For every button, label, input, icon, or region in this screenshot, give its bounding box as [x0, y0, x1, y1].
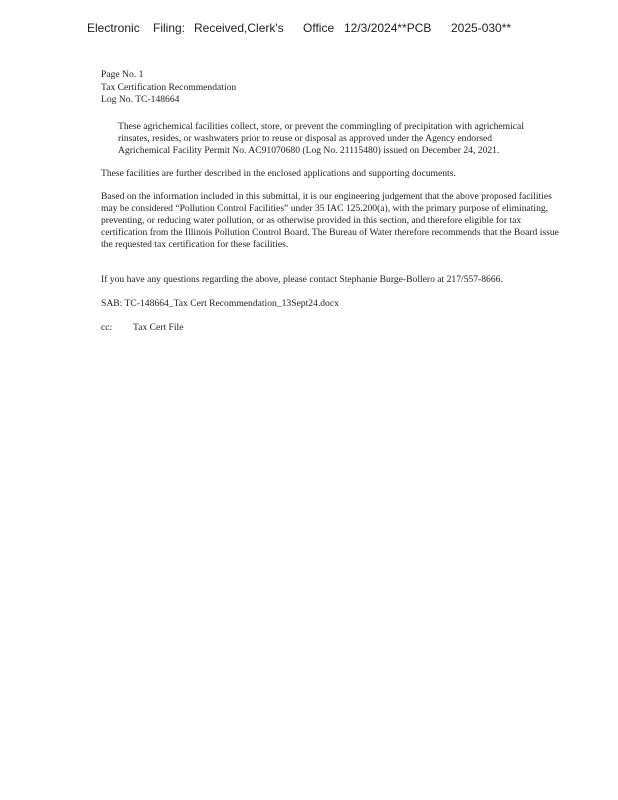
filing-stamp-word: Office — [303, 21, 335, 35]
cc-line — [101, 322, 561, 334]
page-number: Page No. 1 — [101, 69, 144, 80]
log-number: Log No. TC-148664 — [101, 94, 180, 105]
filing-stamp-word: Electronic — [87, 21, 140, 35]
contact-paragraph: If you have any questions regarding the above, please contact Stephanie Burge-Bollero at 217/557-8666. — [101, 273, 503, 285]
facilities-description-paragraph: These agrichemical facilities collect, store, or prevent the commingling of precipitation with agrichemical rinsates, resides, or washwaters prior to reuse or disposal as approved under the Agency endorsed Agrichemical Facility Permit No. AC91070680 (Log No. 21115480) issued on December 24, 2021. — [118, 120, 524, 156]
cc-recipient: Tax Cert File — [133, 321, 184, 333]
filing-stamp-word: Received,Clerk's — [194, 21, 284, 35]
filing-stamp-docket: 2025-030** — [451, 21, 512, 35]
letter-meta — [101, 69, 561, 107]
letter-subject: Tax Certification Recommendation — [101, 81, 237, 93]
filing-stamp-header — [0, 21, 618, 37]
filing-stamp-date: 12/3/2024**PCB — [344, 21, 432, 35]
file-reference: SAB: TC-148664_Tax Cert Recommendation_13Sept24.docx — [101, 297, 339, 309]
filing-stamp-word: Filing: — [153, 21, 186, 35]
enclosures-paragraph: These facilities are further described in the enclosed applications and supporting documents. — [101, 167, 456, 179]
recommendation-paragraph: Based on the information included in this submittal, it is our engineering judgement that the above proposed facilities may be considered “Pollution Control Facilities” under 35 IAC 125.200(a), with the primary purpose of eliminating, preventing, or reducing water pollution, or as otherwise provided in this section, and therefore eligible for tax certification from the Illinois Pollution Control Board. The Bureau of Water therefore recommends that the Board issue the requested tax certification for these facilities. — [101, 190, 559, 250]
cc-label: cc: — [101, 321, 113, 333]
letter-body — [101, 69, 561, 334]
